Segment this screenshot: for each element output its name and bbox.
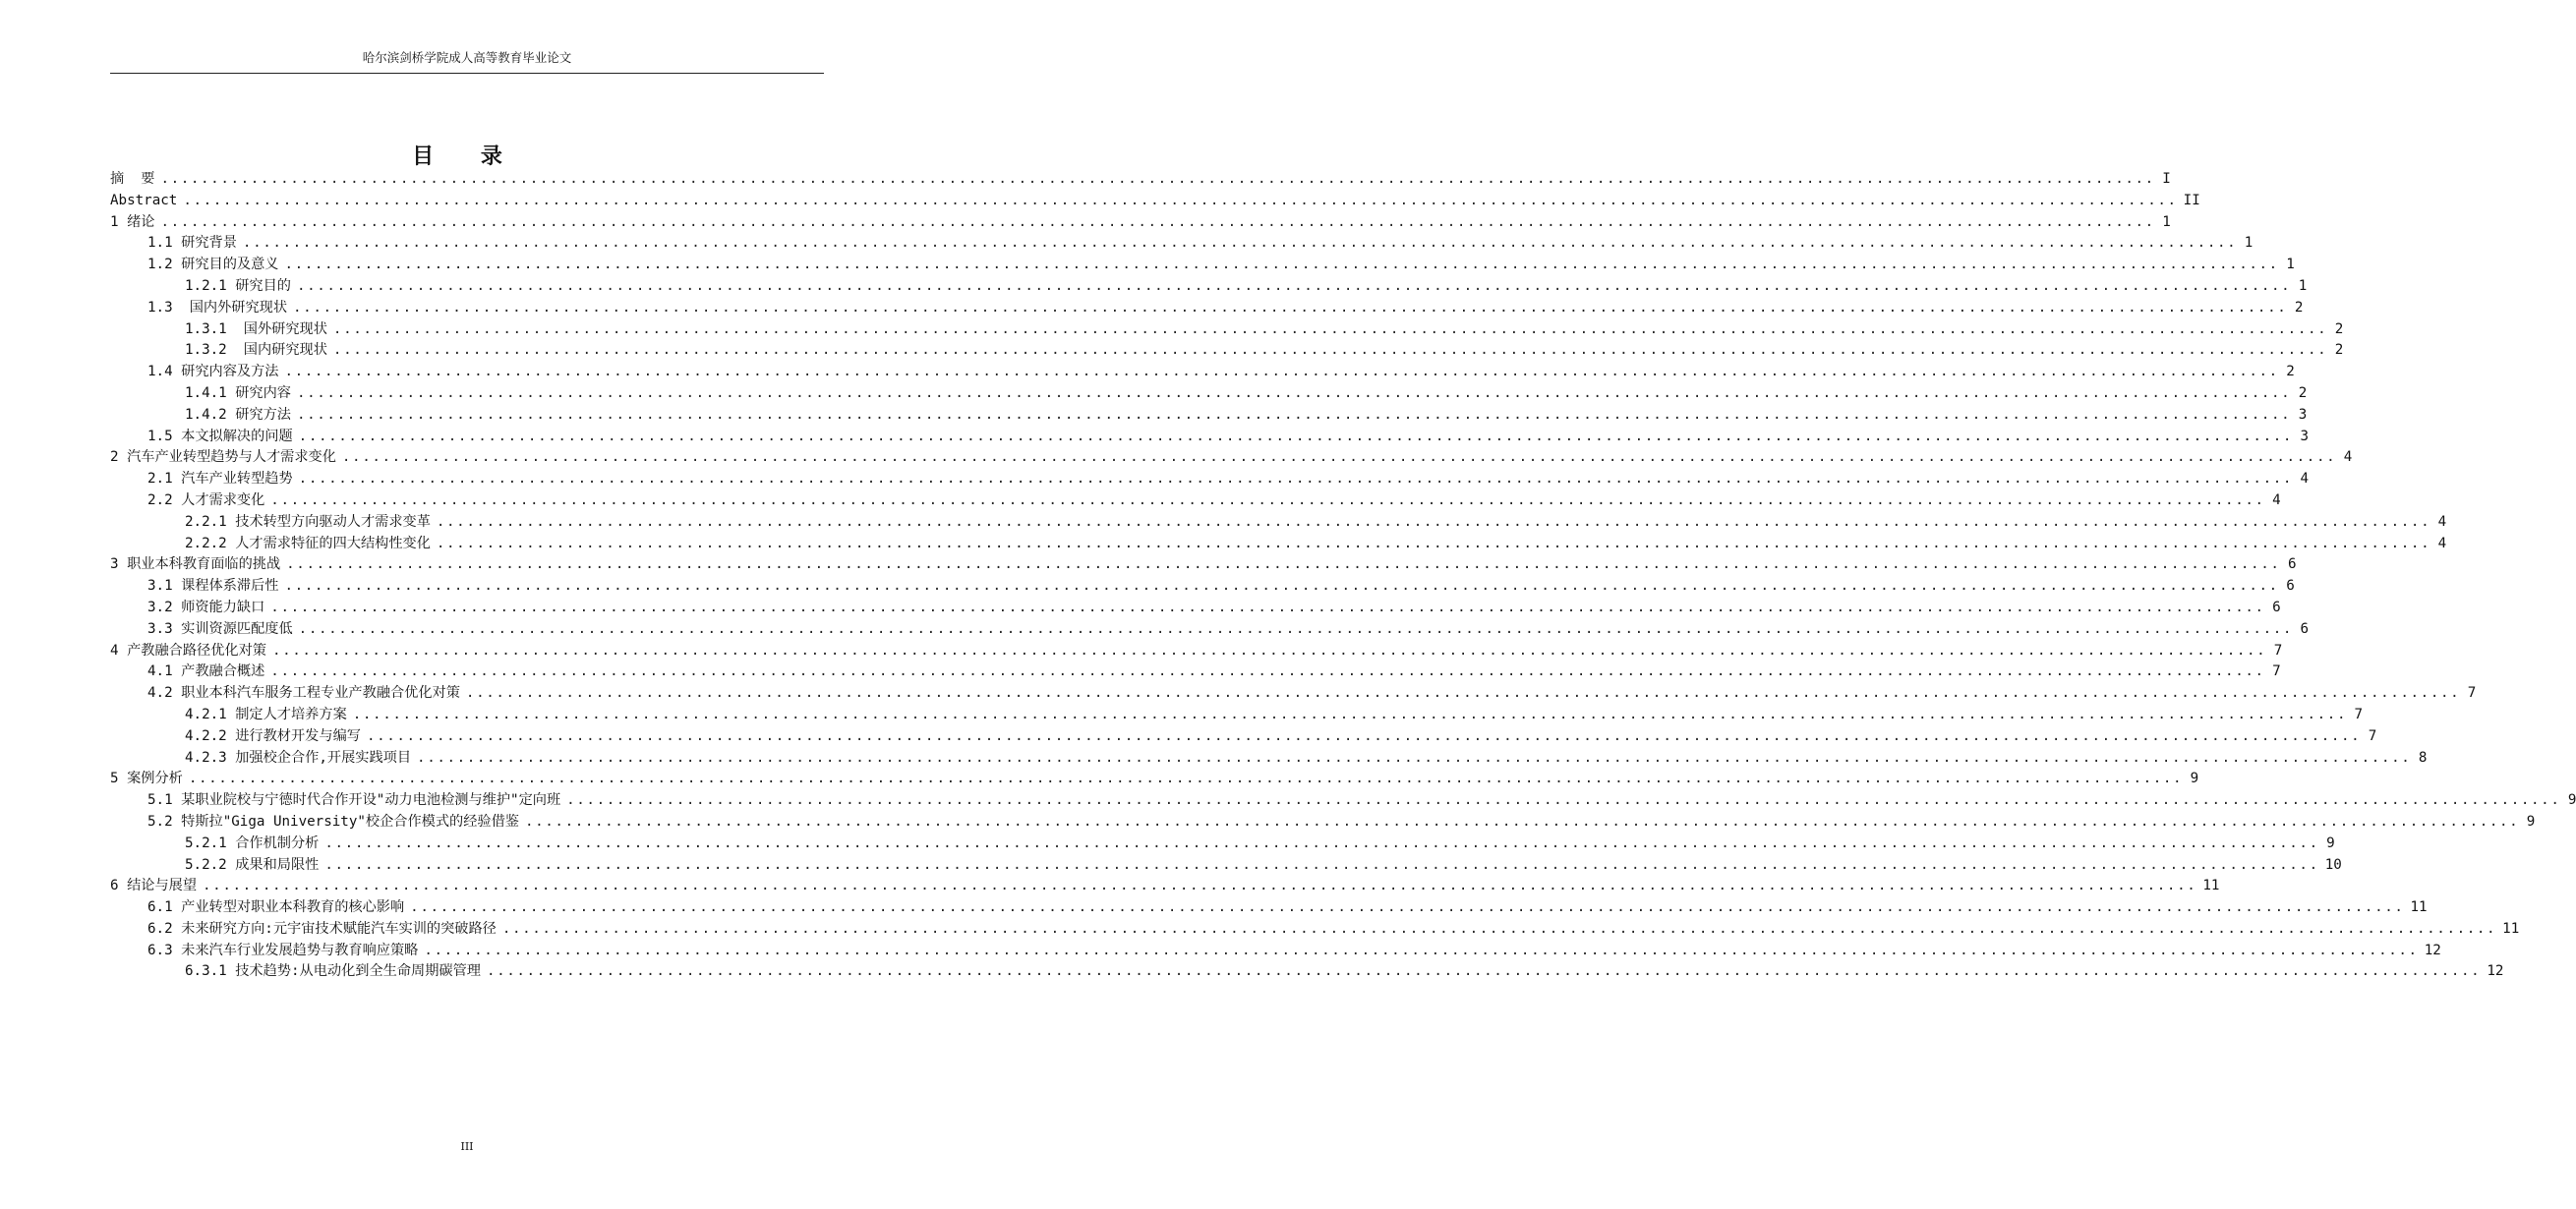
page-number: III xyxy=(460,1140,474,1153)
toc-entry[interactable] xyxy=(110,534,2447,555)
toc-entry[interactable] xyxy=(110,276,2308,298)
toc-dot-leader: ........................................................................................................................................................................................................ xyxy=(271,642,2267,659)
toc-entry[interactable] xyxy=(110,897,2428,919)
toc-entry[interactable] xyxy=(110,469,2309,490)
toc-entry[interactable] xyxy=(110,961,2504,983)
toc-entry-label: 5.2 特斯拉"Giga University"校企合作模式的经验借鉴 xyxy=(147,813,519,830)
toc-entry-label: 1.1 研究背景 xyxy=(147,235,237,252)
toc-entry[interactable] xyxy=(110,576,2295,598)
toc-entry-label: 1.4 研究内容及方法 xyxy=(147,364,279,380)
header-title: 哈尔滨剑桥学院成人高等教育毕业论文 xyxy=(362,50,572,65)
toc-dot-leader: ........................................................................................................................................................................................................ xyxy=(188,771,2184,787)
toc-dot-leader: ........................................................................................................................................................................................................ xyxy=(286,556,2281,573)
toc-entry-label: 4 产教融合路径优化对策 xyxy=(110,642,266,659)
toc-entry[interactable] xyxy=(110,790,2576,812)
toc-entry[interactable] xyxy=(110,834,2335,855)
toc-entry[interactable] xyxy=(110,447,2353,469)
toc-dot-leader: ........................................................................................................................................................................................................ xyxy=(270,663,2265,680)
toc-entry[interactable] xyxy=(110,812,2536,834)
toc-dot-leader: ........................................................................................................................................................................................................ xyxy=(293,299,2288,316)
toc-dot-leader: ........................................................................................................................................................................................................ xyxy=(352,706,2348,722)
toc-entry-label: 5.1 某职业院校与宁德时代合作开设"动力电池检测与维护"定向班 xyxy=(147,792,561,809)
page-header xyxy=(110,43,824,74)
table-of-contents xyxy=(110,169,2576,983)
toc-entry-label: 5 案例分析 xyxy=(110,771,183,787)
toc-dot-leader: ........................................................................................................................................................................................................ xyxy=(242,235,2238,252)
toc-entry[interactable] xyxy=(110,619,2309,641)
toc-entry-page: 1 xyxy=(2298,277,2308,294)
toc-entry-label: 1.2 研究目的及意义 xyxy=(147,257,279,273)
toc-entry-page: 7 xyxy=(2354,706,2364,722)
toc-entry-label: 1.2.1 研究目的 xyxy=(185,277,291,294)
toc-dot-leader: ........................................................................................................................................................................................................ xyxy=(410,899,2405,916)
toc-entry-page: 9 xyxy=(2326,835,2335,851)
toc-entry-page: 4 xyxy=(2300,471,2309,488)
toc-entry-label: 1.4.1 研究内容 xyxy=(185,384,291,401)
toc-dot-leader: ........................................................................................................................................................................................................ xyxy=(203,878,2197,894)
toc-entry-page: 2 xyxy=(2294,299,2304,316)
toc-entry-label: 4.2 职业本科汽车服务工程专业产教融合优化对策 xyxy=(147,685,460,702)
toc-entry-label: 4.2.1 制定人才培养方案 xyxy=(185,706,347,722)
toc-entry[interactable] xyxy=(110,427,2309,448)
toc-dot-leader: ........................................................................................................................................................................................................ xyxy=(297,277,2292,294)
toc-entry-page: 1 xyxy=(2286,257,2295,273)
toc-entry-label: 5.2.1 合作机制分析 xyxy=(185,835,320,851)
toc-entry-label: 1 绪论 xyxy=(110,213,155,230)
toc-entry-page: 11 xyxy=(2202,878,2220,894)
toc-entry[interactable] xyxy=(110,554,2297,576)
toc-entry-page: 9 xyxy=(2190,771,2199,787)
toc-entry-label: 6.3 未来汽车行业发展趋势与教育响应策略 xyxy=(147,942,419,958)
toc-dot-leader: ........................................................................................................................................................................................................ xyxy=(332,342,2328,359)
toc-entry-label: 6.3.1 技术趋势:从电动化到全生命周期碳管理 xyxy=(185,963,481,980)
toc-dot-leader: ........................................................................................................................................................................................................ xyxy=(284,578,2279,595)
toc-entry-page: 11 xyxy=(2410,899,2428,916)
toc-entry-label: 1.4.2 研究方法 xyxy=(185,406,291,423)
toc-entry-label: 4.1 产教融合概述 xyxy=(147,663,265,680)
toc-entry-label: 2.2 人才需求变化 xyxy=(147,491,265,508)
toc-entry-label: 4.2.3 加强校企合作,开展实践项目 xyxy=(185,749,412,766)
toc-entry-page: 6 xyxy=(2272,599,2281,615)
toc-entry[interactable] xyxy=(110,919,2520,941)
toc-dot-leader: ........................................................................................................................................................................................................ xyxy=(284,257,2279,273)
toc-entry-page: 10 xyxy=(2324,856,2342,873)
toc-entry-page: 3 xyxy=(2298,406,2308,423)
toc-entry-page: 1 xyxy=(2162,213,2171,230)
toc-entry[interactable] xyxy=(110,941,2441,962)
toc-dot-leader: ........................................................................................................................................................................................................ xyxy=(270,491,2265,508)
toc-entry-page: 6 xyxy=(2287,556,2297,573)
toc-dot-leader: ........................................................................................................................................................................................................ xyxy=(417,749,2412,766)
toc-dot-leader: ........................................................................................................................................................................................................ xyxy=(501,920,2497,937)
toc-entry[interactable] xyxy=(110,212,2171,234)
toc-dot-leader: ........................................................................................................................................................................................................ xyxy=(324,835,2319,851)
toc-entry-label: 3.1 课程体系滞后性 xyxy=(147,578,279,595)
toc-entry-page: 9 xyxy=(2526,813,2536,830)
toc-entry[interactable] xyxy=(110,490,2281,512)
toc-entry-page: 12 xyxy=(2424,942,2441,958)
toc-entry-page: 2 xyxy=(2298,384,2308,401)
toc-entry-label: 3 职业本科教育面临的挑战 xyxy=(110,556,281,573)
toc-entry[interactable] xyxy=(110,233,2254,255)
toc-dot-leader: ........................................................................................................................................................................................................ xyxy=(160,171,2155,187)
toc-title: 目 录 xyxy=(412,144,522,169)
toc-entry-label: 6 结论与展望 xyxy=(110,878,198,894)
toc-entry-page: 7 xyxy=(2467,685,2477,702)
toc-entry-page: 4 xyxy=(2272,491,2281,508)
toc-dot-leader: ........................................................................................................................................................................................................ xyxy=(341,449,2337,466)
toc-entry[interactable] xyxy=(110,726,2377,748)
toc-entry[interactable] xyxy=(110,769,2199,790)
toc-dot-leader: ........................................................................................................................................................................................................ xyxy=(284,364,2279,380)
toc-entry-page: 1 xyxy=(2244,235,2254,252)
toc-entry-page: I xyxy=(2162,171,2171,187)
toc-entry[interactable] xyxy=(110,512,2447,534)
toc-entry-label: 1.3.1 国外研究现状 xyxy=(185,320,327,337)
toc-entry[interactable] xyxy=(110,683,2477,705)
toc-entry-page: 8 xyxy=(2418,749,2428,766)
toc-entry[interactable] xyxy=(110,641,2283,662)
toc-entry-page: 6 xyxy=(2300,620,2309,637)
toc-entry[interactable] xyxy=(110,876,2220,897)
toc-dot-leader: ........................................................................................................................................................................................................ xyxy=(298,471,2293,488)
toc-entry[interactable] xyxy=(110,405,2308,427)
toc-entry[interactable] xyxy=(110,662,2281,683)
toc-entry-label: 1.3 国内外研究现状 xyxy=(147,299,288,316)
toc-dot-leader: ........................................................................................................................................................................................................ xyxy=(298,620,2293,637)
toc-entry-label: 2.1 汽车产业转型趋势 xyxy=(147,471,293,488)
toc-entry-label: 2.2.2 人才需求特征的四大结构性变化 xyxy=(185,535,431,551)
toc-entry-page: 4 xyxy=(2437,535,2447,551)
toc-dot-leader: ........................................................................................................................................................................................................ xyxy=(486,963,2482,980)
toc-entry-page: 6 xyxy=(2286,578,2295,595)
toc-entry-page: II xyxy=(2183,192,2200,208)
toc-entry-label: 6.1 产业转型对职业本科教育的核心影响 xyxy=(147,899,405,916)
toc-entry[interactable] xyxy=(110,705,2364,726)
toc-dot-leader: ........................................................................................................................................................................................................ xyxy=(324,856,2319,873)
toc-entry-page: 12 xyxy=(2487,963,2504,980)
toc-dot-leader: ........................................................................................................................................................................................................ xyxy=(436,513,2431,530)
toc-entry-page: 4 xyxy=(2437,513,2447,530)
toc-entry-label: 摘 要 xyxy=(110,171,155,187)
toc-entry[interactable] xyxy=(110,169,2171,191)
toc-entry-label: Abstract xyxy=(110,192,178,208)
toc-entry[interactable] xyxy=(110,598,2281,619)
toc-entry-label: 3.3 实训资源匹配度低 xyxy=(147,620,293,637)
toc-entry-page: 7 xyxy=(2368,727,2377,744)
toc-entry-label: 6.2 未来研究方向:元宇宙技术赋能汽车实训的突破路径 xyxy=(147,920,497,937)
toc-dot-leader: ........................................................................................................................................................................................................ xyxy=(298,428,2293,444)
toc-entry-page: 2 xyxy=(2334,320,2344,337)
toc-entry-page: 4 xyxy=(2343,449,2353,466)
toc-entry[interactable] xyxy=(110,340,2344,362)
toc-entry-page: 7 xyxy=(2273,642,2283,659)
toc-dot-leader: ........................................................................................................................................................................................................ xyxy=(183,192,2178,208)
toc-entry-label: 2 汽车产业转型趋势与人才需求变化 xyxy=(110,449,336,466)
toc-entry-page: 11 xyxy=(2502,920,2520,937)
toc-entry[interactable] xyxy=(110,255,2295,276)
toc-entry-page: 2 xyxy=(2286,364,2295,380)
toc-dot-leader: ........................................................................................................................................................................................................ xyxy=(566,792,2561,809)
toc-entry[interactable] xyxy=(110,319,2344,341)
toc-entry[interactable] xyxy=(110,855,2342,877)
toc-entry[interactable] xyxy=(110,298,2304,319)
toc-dot-leader: ........................................................................................................................................................................................................ xyxy=(525,813,2520,830)
toc-entry[interactable] xyxy=(110,191,2200,212)
toc-entry[interactable] xyxy=(110,362,2295,383)
toc-entry-label: 1.5 本文拟解决的问题 xyxy=(147,428,293,444)
toc-entry-label: 1.3.2 国内研究现状 xyxy=(185,342,327,359)
toc-entry-page: 9 xyxy=(2567,792,2576,809)
toc-dot-leader: ........................................................................................................................................................................................................ xyxy=(436,535,2431,551)
toc-entry[interactable] xyxy=(110,748,2428,770)
toc-dot-leader: ........................................................................................................................................................................................................ xyxy=(270,599,2265,615)
toc-entry-label: 2.2.1 技术转型方向驱动人才需求变革 xyxy=(185,513,431,530)
toc-entry-page: 2 xyxy=(2334,342,2344,359)
toc-dot-leader: ........................................................................................................................................................................................................ xyxy=(366,727,2362,744)
toc-entry[interactable] xyxy=(110,383,2308,405)
toc-entry-page: 3 xyxy=(2300,428,2309,444)
toc-dot-leader: ........................................................................................................................................................................................................ xyxy=(465,685,2461,702)
toc-dot-leader: ........................................................................................................................................................................................................ xyxy=(424,942,2419,958)
toc-entry-label: 3.2 师资能力缺口 xyxy=(147,599,265,615)
toc-dot-leader: ........................................................................................................................................................................................................ xyxy=(297,406,2292,423)
toc-dot-leader: ........................................................................................................................................................................................................ xyxy=(160,213,2155,230)
toc-entry-label: 4.2.2 进行教材开发与编写 xyxy=(185,727,361,744)
toc-dot-leader: ........................................................................................................................................................................................................ xyxy=(332,320,2328,337)
toc-entry-label: 5.2.2 成果和局限性 xyxy=(185,856,320,873)
toc-dot-leader: ........................................................................................................................................................................................................ xyxy=(297,384,2292,401)
toc-entry-page: 7 xyxy=(2272,663,2281,680)
